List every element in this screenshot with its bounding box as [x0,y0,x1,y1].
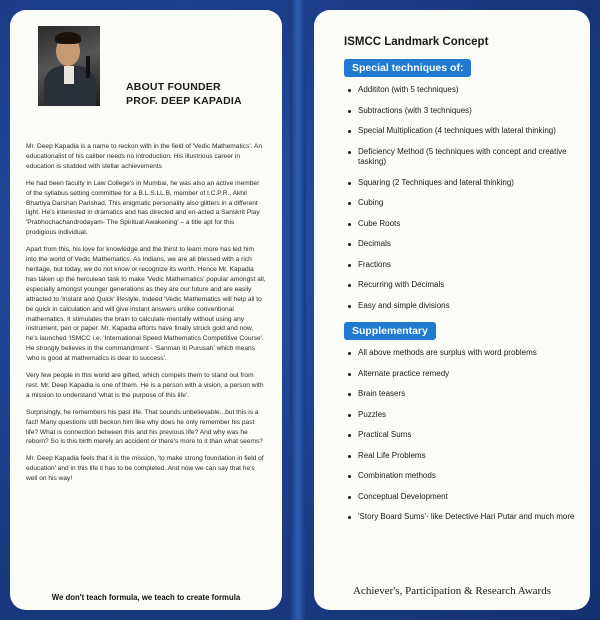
brochure-fold [290,0,306,620]
founder-name: PROF. DEEP KAPADIA [126,95,242,107]
bio-paragraph: Mr. Deep Kapadia feels that it is the mission, 'to make strong foundation in field of education' and in this life it has to be completed. And now we can say that he's well on his way! [26,455,264,483]
bio-paragraph: He had been faculty in Law College's in Mumbai, he was also an active member of the syllabus setting committee for a B.L.S.LL.B, member of I.C.P.R., Akhil Bhartiya Darshan Parishad. This enigmatic personality also glitters in a different light. He's interested in dramatics and has directed and en-acted a Sanskrit Play 'Prabhochachandrodayam- The Spiritual Awakening' – a title apt for this prodigious individual. [26,179,260,237]
list-item: Conceptual Development [348,492,578,503]
supplementary-label: Supplementary [344,322,436,340]
awards-footer: Achiever's, Participation & Research Awards [353,585,551,597]
founder-header [26,24,266,114]
bio-paragraph: Very few people in this world are gifted, which compels them to stand out from rest. Mr. Deep Kapadia is one of them. He is a person with a vision, a person with a mission to understand 'what is the purpose of this life'. [26,372,264,399]
list-item: Practical Sums [348,430,578,441]
supplementary-list [330,348,578,523]
list-item: All above methods are surplus with word problems [348,348,578,359]
list-item: 'Story Board Sums'- like Detective Hari Putar and much more [348,512,578,523]
founder-panel [10,10,282,610]
bio-paragraph: Apart from this, his love for knowledge and the thirst to learn more has led him into the world of Vedic Mathematics. As Indians, we are all blessed with a rich heritage, but today, we do not know or recognize its worth. Hence Mr. Kapadia has taken up the herculean task to make 'Vedic Mathematics' popular amongst all, especially amongst younger generations as they are our future and are easily attracted to 'Instant and Quick' lifestyle. Indeed 'Vedic Mathematics will help all to be quick in calculation and will give instant answers unlike conventional mathematics. It stimulates the brain to calculate mentally without using any instrument, pen or paper. Mr. Kapadia efforts have finally struck gold and now, he's launched 'ISMCC i.e. 'International Speed Mathematics Competitive Course'. He strongly believes in the commandment - 'Sanman iti Purusah' which means 'who is good at mathematics is dear to success'. [26,246,266,363]
list-item: Brain teasers [348,389,578,400]
list-item: Cubing [348,198,578,209]
special-techniques-list [330,85,578,311]
special-techniques-label: Special techniques of: [344,59,471,77]
bio-paragraph: Mr. Deep Kapadia is a name to reckon with in the field of 'Vedic Mathematics'. An educationalist of his caliber needs no introduction. His illustrious career in education is studded with stellar achievements [26,143,262,170]
founder-heading [126,80,242,108]
list-item: Subtractions (with 3 techniques) [348,106,578,117]
list-item: Decimals [348,239,578,250]
founder-bio [26,142,266,484]
founder-photo [38,26,100,106]
list-item: Special Multiplication (4 techniques with lateral thinking) [348,126,578,137]
list-item: Fractions [348,260,578,271]
list-item: Cube Roots [348,219,578,230]
concept-panel [314,10,590,610]
list-item: Addititon (with 5 techniques) [348,85,578,96]
list-item: Puzzles [348,410,578,421]
list-item: Squaring (2 Techniques and lateral thinking) [348,178,578,189]
bio-paragraph: Surprisingly, he remembers his past life. That sounds unbelievable...but this is a fact! Many questions still beckon him like why does he only remember his past life? What is connection between this and his previous life? And why was he reborn? So is this birth merely an accident or there's more to it than what seems? [26,408,263,446]
list-item: Combination methods [348,471,578,482]
list-item: Alternate practice remedy [348,369,578,380]
tagline: We don't teach formula, we teach to create formula [51,593,241,602]
list-item: Deficiency Method (5 techniques with concept and creative tasking) [348,147,578,168]
list-item: Real Life Problems [348,451,578,462]
concept-title: ISMCC Landmark Concept [344,36,489,48]
about-founder-heading: ABOUT FOUNDER [126,81,221,93]
list-item: Recurring with Decimals [348,280,578,291]
list-item: Easy and simple divisions [348,301,578,312]
